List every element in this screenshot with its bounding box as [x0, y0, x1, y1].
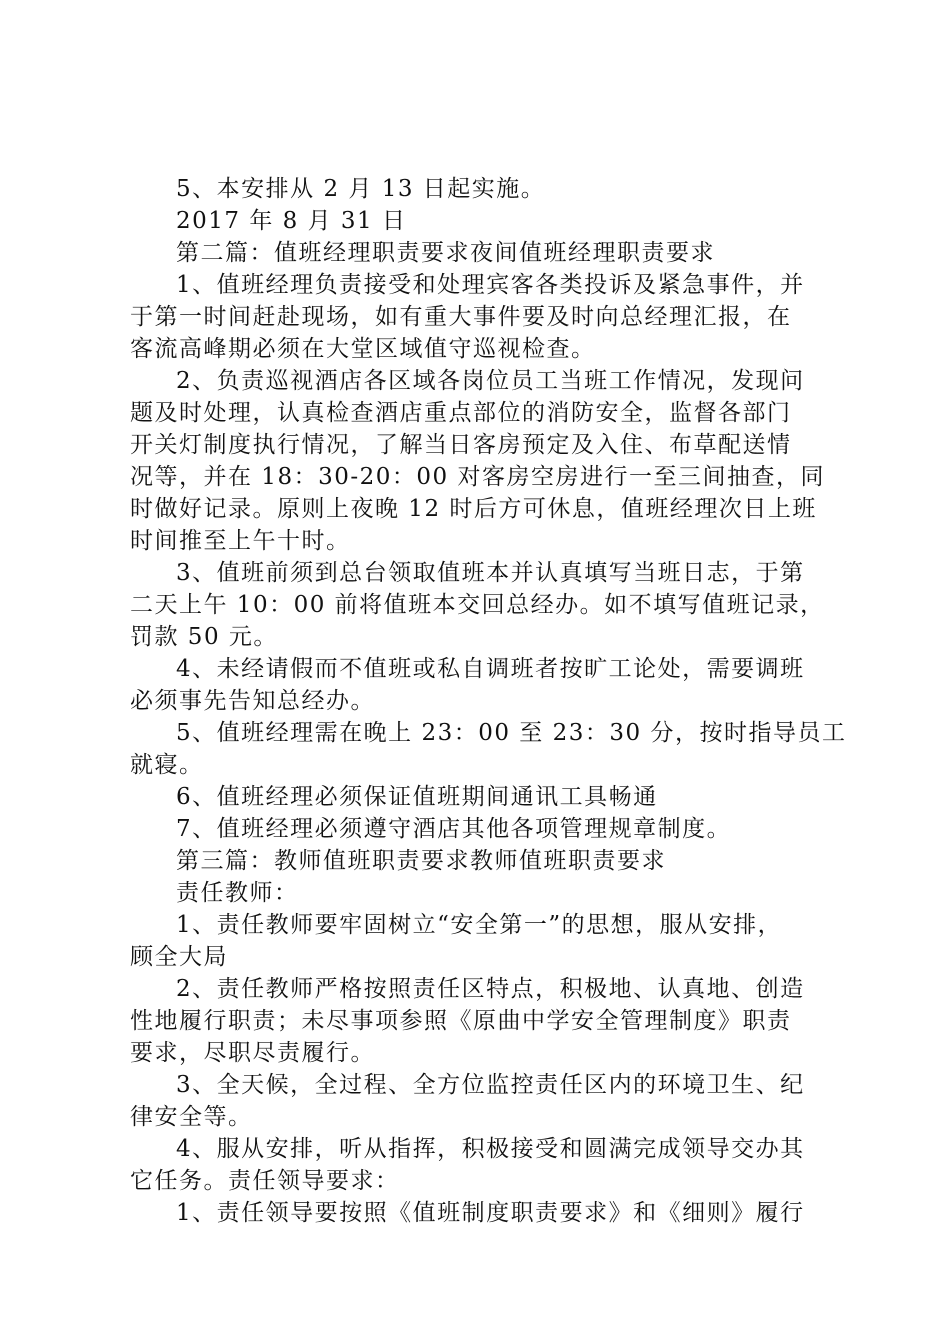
text-line: 1、值班经理负责接受和处理宾客各类投诉及紧急事件，并	[176, 272, 805, 298]
text-line: 题及时处理，认真检查酒店重点部位的消防安全，监督各部门	[130, 400, 792, 426]
text-line: 开关灯制度执行情况，了解当日客房预定及入住、布草配送情	[130, 432, 792, 458]
text-line: 要求，尽职尽责履行。	[130, 1040, 375, 1066]
text-line: 第三篇：教师值班职责要求教师值班职责要求	[176, 848, 666, 874]
text-line: 就寝。	[130, 752, 204, 778]
text-line: 3、值班前须到总台领取值班本并认真填写当班日志，于第	[176, 560, 805, 586]
text-line: 1、责任教师要牢固树立“安全第一”的思想，服从安排，	[176, 912, 783, 938]
text-line: 6、值班经理必须保证值班期间通讯工具畅通	[176, 784, 658, 810]
text-line: 必须事先告知总经办。	[130, 688, 375, 714]
text-line: 3、全天候，全过程、全方位监控责任区内的环境卫生、纪	[176, 1072, 805, 1098]
text-line: 4、未经请假而不值班或私自调班者按旷工论处，需要调班	[176, 656, 805, 682]
text-line: 5、本安排从 2 月 13 日起实施。	[176, 176, 546, 202]
text-line: 时做好记录。原则上夜晚 12 时后方可休息，值班经理次日上班	[130, 496, 817, 522]
text-line: 况等，并在 18：30-20：00 对客房空房进行一至三间抽查，同	[130, 464, 825, 490]
text-line: 罚款 50 元。	[130, 624, 278, 650]
text-line: 7、值班经理必须遵守酒店其他各项管理规章制度。	[176, 816, 732, 842]
document-body	[130, 173, 847, 1229]
text-line: 性地履行职责；未尽事项参照《原曲中学安全管理制度》职责	[130, 1008, 792, 1034]
text-line: 4、服从安排，听从指挥，积极接受和圆满完成领导交办其	[176, 1136, 805, 1162]
text-line: 于第一时间赶赴现场，如有重大事件要及时向总经理汇报，在	[130, 304, 792, 330]
text-line: 2、负责巡视酒店各区域各岗位员工当班工作情况，发现问	[176, 368, 805, 394]
text-line: 律安全等。	[130, 1104, 253, 1130]
text-line: 1、责任领导要按照《值班制度职责要求》和《细则》履行	[176, 1200, 805, 1226]
text-line: 客流高峰期必须在大堂区域值守巡视检查。	[130, 336, 596, 362]
text-line: 5、值班经理需在晚上 23：00 至 23：30 分，按时指导员工	[176, 720, 847, 746]
text-line: 时间推至上午十时。	[130, 528, 351, 554]
text-line: 顾全大局	[130, 944, 228, 970]
text-line: 第二篇：值班经理职责要求夜间值班经理职责要求	[176, 240, 715, 266]
text-line: 2、责任教师严格按照责任区特点，积极地、认真地、创造	[176, 976, 805, 1002]
text-line: 它任务。责任领导要求：	[130, 1168, 400, 1194]
text-line: 二天上午 10：00 前将值班本交回总经办。如不填写值班记录，	[130, 592, 825, 618]
text-line: 2017 年 8 月 31 日	[176, 208, 407, 234]
text-line: 责任教师：	[176, 880, 299, 906]
